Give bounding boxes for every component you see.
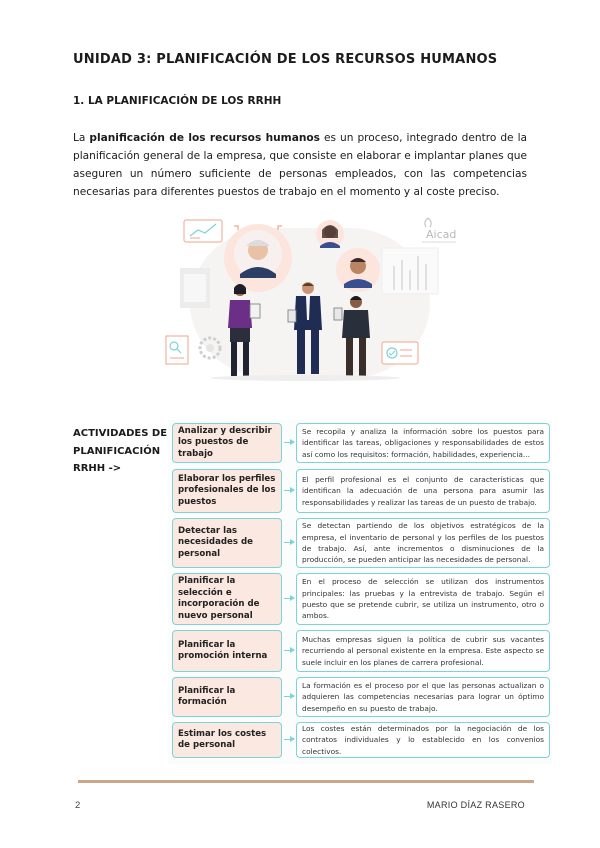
arrow-right-icon: [284, 542, 294, 543]
arrow-right-icon: [284, 490, 294, 491]
activity-title: Planificar la formación: [172, 677, 282, 717]
activity-description: Se detectan partiendo de los objetivos estratégicos de la empresa, el inventario de personal y los perfiles de los puestos de trabajo. Así, ante incrementos o disminuciones de la producción, se pueden anticipar las necesidades de personal.: [296, 518, 550, 568]
document-card-icon: [180, 268, 210, 308]
activity-description: El perfil profesional es el conjunto de características que identifican la adecuación de una persona para asumir las responsabilidades y realizar las tareas de un puesto de trabajo.: [296, 469, 550, 513]
chart-card-icon: [184, 220, 222, 242]
page-number: 2: [75, 800, 81, 811]
intro-paragraph: La planificación de los recursos humanos es un proceso, integrado dentro de la planificación general de la empresa, que consiste en elaborar e implantar planes que aseguren un número suficiente de personas empleados, con las competencias necesarias para diferentes puestos de trabajo en el momento y al coste preciso.: [73, 132, 528, 198]
illustration-svg: [160, 208, 460, 388]
person-avatar-icon: [224, 224, 292, 292]
svg-text:Aicad: Aicad: [426, 228, 457, 241]
checklist-icon: [382, 342, 418, 364]
hr-planning-illustration: [160, 208, 460, 388]
bar-chart-card-icon: [382, 248, 438, 294]
activity-title: Planificar la promoción interna: [172, 630, 282, 672]
arrow-right-icon: [284, 739, 294, 740]
arrow-right-icon: [284, 650, 294, 651]
page-title: UNIDAD 3: PLANIFICACIÓN DE LOS RECURSOS HUMANOS: [73, 52, 498, 67]
activity-description: La formación es el proceso por el que las personas actualizan o adquieren las competencias necesarias para lograr un óptimo desempeño en su puesto de trabajo.: [296, 677, 550, 717]
activity-description: Se recopila y analiza la información sobre los puestos para identificar las tareas, obligaciones y responsabilidades de estos así como los requisitos: formación, habilidades, experiencia...: [296, 423, 550, 463]
activity-description: Muchas empresas siguen la política de cubrir sus vacantes recurriendo al personal existente en la empresa. Este aspecto se suele incluir en los planes de carrera profesional.: [296, 630, 550, 672]
woman-avatar-icon: [316, 220, 344, 248]
footer-divider: [78, 780, 534, 783]
activities-label: ACTIVIDADES DE PLANIFICACIÓN RRHH ->: [73, 428, 168, 474]
aicad-logo: [422, 218, 456, 242]
footer-author: MARIO DÍAZ RASERO: [426, 800, 525, 810]
activity-description: En el proceso de selección se utilizan dos instrumentos principales: las pruebas y la entrevista de trabajo. Según el puesto que se pretende cubrir, se utiliza un instrumento, otro o ambos.: [296, 573, 550, 625]
activity-description: Los costes están determinados por la negociación de los contratos individuales y lo establecido en los convenios colectivos.: [296, 722, 550, 758]
section-title: 1. LA PLANIFICACIÓN DE LOS RRHH: [73, 95, 282, 107]
intro-bold-term: planificación de los recursos humanos: [89, 132, 320, 144]
activity-title: Elaborar los perfiles profesionales de los puestos: [172, 469, 282, 513]
arrow-right-icon: [284, 696, 294, 697]
activity-title: Estimar los costes de personal: [172, 722, 282, 758]
activity-title: Detectar las necesidades de personal: [172, 518, 282, 568]
arrow-right-icon: [284, 442, 294, 443]
man-avatar-icon: [336, 248, 380, 292]
activity-title: Analizar y describir los puestos de trabajo: [172, 423, 282, 463]
activity-title: Planificar la selección e incorporación de nuevo personal: [172, 573, 282, 625]
search-doc-icon: [166, 336, 188, 364]
arrow-right-icon: [284, 598, 294, 599]
activities-panel: [168, 420, 552, 764]
